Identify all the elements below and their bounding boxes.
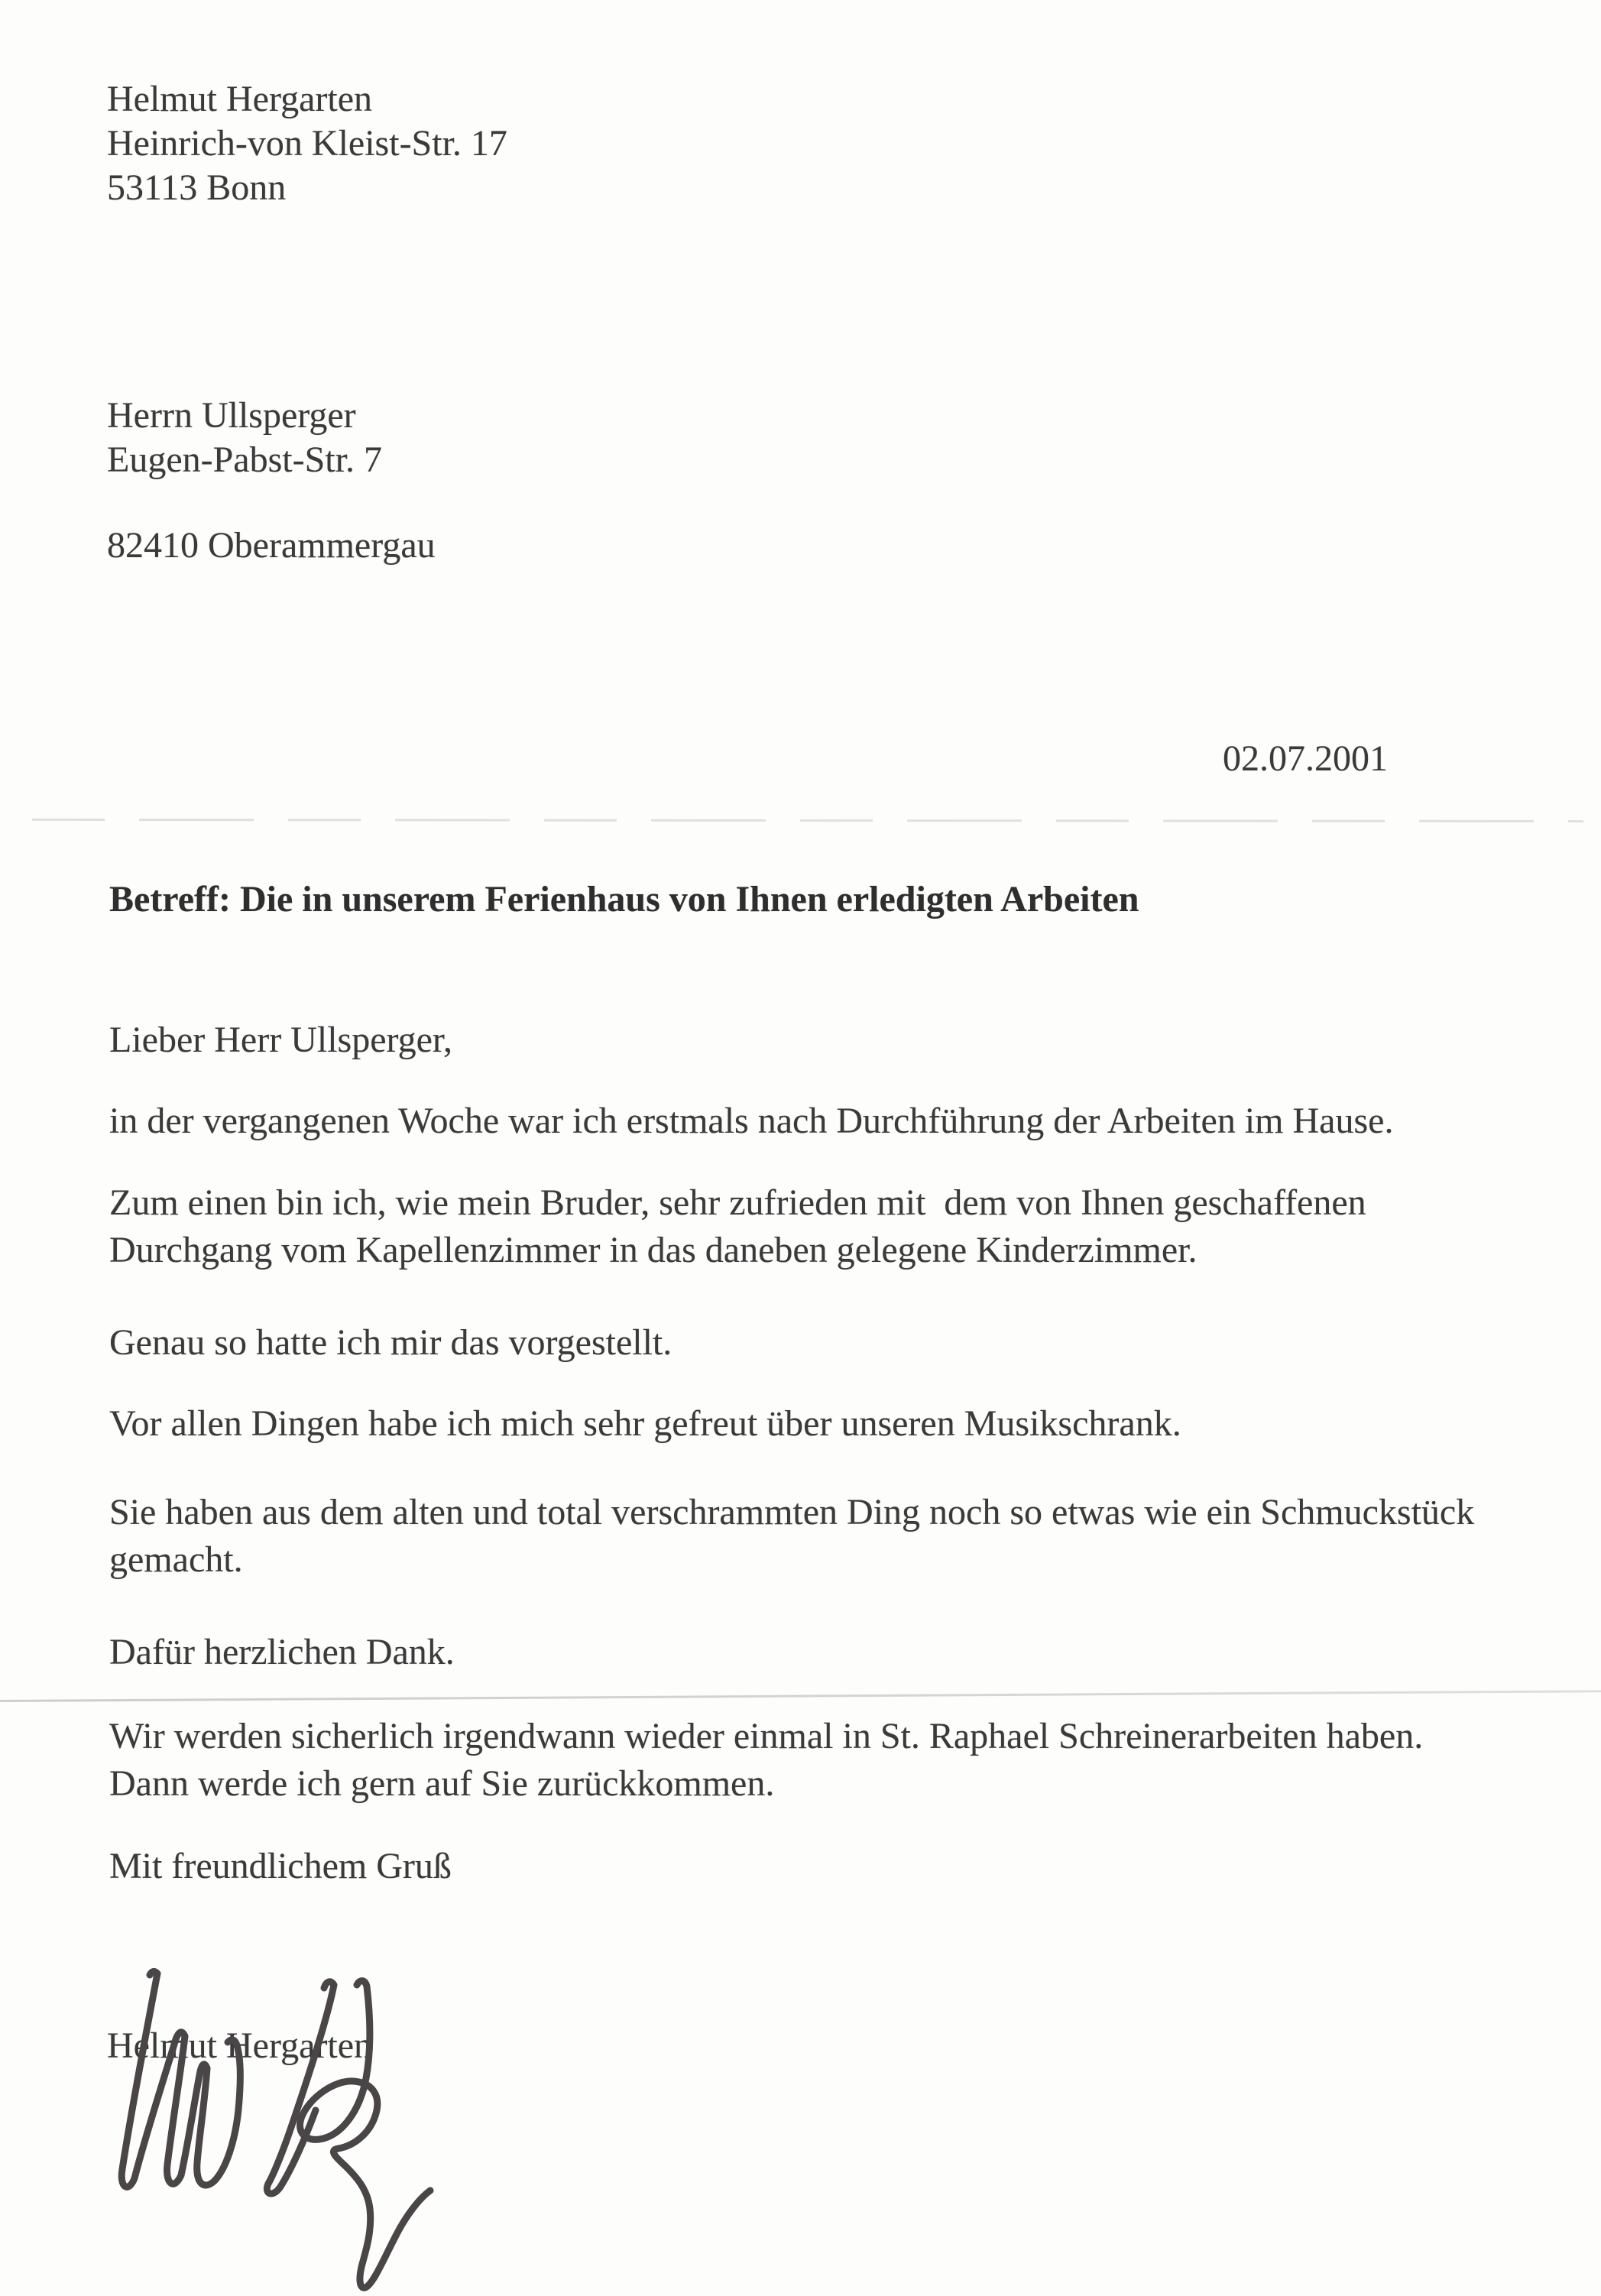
paragraph-line: gemacht.	[109, 1539, 243, 1580]
paragraph-line: Dafür herzlichen Dank.	[109, 1632, 455, 1672]
letter-date: 02.07.2001	[1223, 738, 1388, 779]
paragraph-line: Wir werden sicherlich irgendwann wieder einmal in St. Raphael Schreinerarbeiten haben.	[109, 1716, 1424, 1756]
paragraph	[109, 1713, 1423, 1808]
signer-name: Helmut Hergarten	[107, 2025, 372, 2066]
recipient-name: Herrn Ullsperger	[107, 395, 356, 436]
sender-street: Heinrich-von Kleist-Str. 17	[107, 123, 507, 164]
scan-artifact-line	[0, 1690, 1601, 1702]
subject-line: Betreff: Die in unserem Ferienhaus von Ihnen erledigten Arbeiten	[109, 879, 1139, 919]
paragraph	[109, 1098, 1393, 1145]
recipient-city: 82410 Oberammergau	[107, 525, 436, 566]
sender-address-block	[107, 77, 507, 210]
paragraph-line: Zum einen bin ich, wie mein Bruder, sehr zufrieden mit dem von Ihnen geschaffenen	[109, 1182, 1366, 1223]
paragraph	[109, 1489, 1474, 1584]
recipient-street: Eugen-Pabst-Str. 7	[107, 439, 382, 480]
paragraph	[109, 1319, 672, 1367]
salutation: Lieber Herr Ullsperger,	[109, 1020, 452, 1060]
sender-city: 53113 Bonn	[107, 167, 287, 208]
recipient-address-block	[107, 394, 436, 568]
paragraph-line: Sie haben aus dem alten und total verschrammten Ding noch so etwas wie ein Schmuckstück	[109, 1492, 1475, 1532]
paragraph	[109, 1400, 1181, 1448]
paragraph-line: Durchgang vom Kapellenzimmer in das daneben gelegene Kinderzimmer.	[109, 1230, 1198, 1270]
scan-artifact-line	[32, 819, 1583, 822]
paragraph	[109, 1179, 1366, 1274]
paragraph-line: in der vergangenen Woche war ich erstmals nach Durchführung der Arbeiten im Hause.	[109, 1101, 1394, 1141]
address-gap	[107, 482, 436, 524]
paragraph	[109, 1629, 455, 1676]
paragraph-line: Genau so hatte ich mir das vorgestellt.	[109, 1322, 672, 1363]
closing-phrase: Mit freundlichem Gruß	[109, 1846, 452, 1886]
handwritten-signature-icon	[92, 1953, 451, 2296]
paragraph-line: Vor allen Dingen habe ich mich sehr gefreut über unseren Musikschrank.	[109, 1403, 1181, 1444]
sender-name: Helmut Hergarten	[107, 79, 372, 119]
paragraph-line: Dann werde ich gern auf Sie zurückkommen.	[109, 1763, 775, 1804]
